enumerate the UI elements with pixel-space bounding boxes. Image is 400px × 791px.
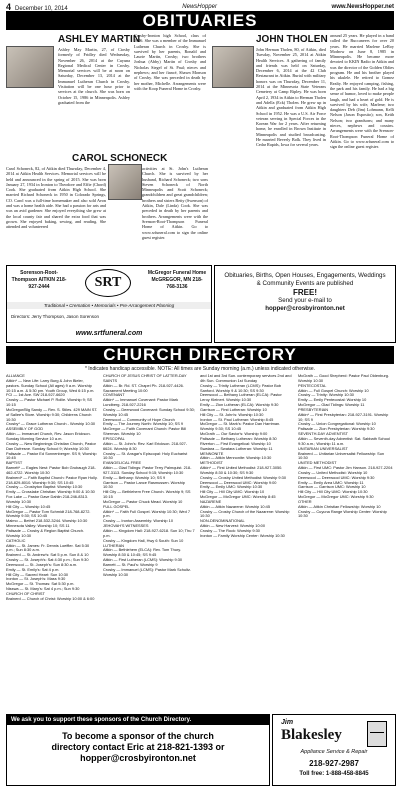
srt-left-home: Sorenson-Root-Thompson AITKIN 218-927-2444	[11, 270, 67, 290]
church-directory-note: * Indicates handicap accessible. NOTE: All times are Sunday morning (a.m.) unless indicated otherwise.	[84, 366, 316, 372]
directory-column-4: McGrath — Good Shepherd: Pastor Paul Oldenburg. Worship 10:30 PENTECOSTAL Aitkin — Full Gospel Church: Worship 10 Crosby — Trinity: Worship 10:30 Emily — Emily Pentecostal: Worship 10 McGregor — Glad Tidings: Worship 11 PRESBYTERIAN Aitkin* — First Presbyterian: 218-927-3191. Worship 10; SS 9 Crosby — Union Congregational: Worship 10 Palisade — Zion Presbyterian: Worship 9:30 SEVENTH-DAY ADVENTIST Aitkin — Seventh-day Adventist: Sat. Sabbath School 9:30 a.m.; Worship 11 a.m. UNITARIAN UNIVERSALIST Brainerd — Unitarian Universalist Fellowship: Sun 10:30 UNITED METHODIST Aitkin — First UMC: Pastor Jim Hanson. 218-927-2204 Crosby — United Methodist: Worship 10 Deerwood — Deerwood UMC: Worship 9:30 Emily — Emily Area UMC: Worship 11 Garrison — Garrison UMC: Worship 10 Hill City — Hill City UMC: Worship 10:30 McGregor — McGregor UMC: Worship 9:30 OTHER Aitkin — Aitkin Christian Fellowship: Worship 10 Crosby — Cuyuna Range Worship Center: Worship 10:30	[298, 374, 393, 519]
directory-column-1: ALLIANCE Aitkin* — New Life: Larry Burg & John Bieler, pastors. Sunday School (All ages) 9 a.m. Worship 10:15 a.m. & 5:30 pm. Youth Group, Wed 6:15 p.m. FCI — 1st Ave. SW 218-927-6620 Crosby — Pastor Michael P. Rollie. Worship 9; SS 10:15 McGregor/Big Sandy — Rev. S. Stiles. 429 MAIN ST. of Sallee's Store. Worship 9:30; Childrens Church 10:30 Crosby* — Grace Lutheran Church - Worship 10:30 ASSEMBLY OF GOD Aitkin — Immanuel Church, Rev. Jason Erickson. Sunday Morning Service 10 a.m. Crosby — New Beginnings Christian Church, Pastor Dan Dufresne. Sunday School 9; Worship 10:30 Palisade — Pastor Ed Sonnenberger. SS 9; Worship 10:45 BAPTIST Barnett* — Eagles Nest: Pastor Bob Grubaugh 218-462-4722. Worship 10:30 Brainerd* — Faith Baptist Church: Pastor Ryan Holly. 218-829-8010. Worship 9:30; SS 10:45 Crosby — Crosbyton Baptist: Worship 10:30 Emily — Crosslake Christian: Worship 9:00 & 10:30 Fox Lake — Pastor Dave Dahlin 218-246-8313. Worship 10:30 Hill City — Worship 10:45 McGregor — Pastor Tom Schmidt 218-768-8272. Worship 9:30; SS 10:45 Malmo — Bethel 218-532-3244. Worship 10:30 Minnesota Valley: Worship 10; SS 11 Palisade — Crosby & Region Baptist Church. Worship 10:30 CATHOLIC Aitkin — St. James: Fr. Dennis Loeffler. Sat 5:30 p.m.; Sun 8:30 a.m. Brainerd — St. Andrew's: Sat 5 p.m. Sun 8 & 10 Crosby — St. Joseph's: Sat 4:30 p.m.; Sun 9:30 Deerwood — St. Joseph's: Sun 8:30 a.m. Emily — St. Emily's: Sat 4 p.m. Hill City — Sacred Heart: Sun 10:30 Ironton — St. Joseph's: Mass 9:30 McGregor — St. Thomas: Sat 5:30 p.m. Nisswa — St. Mary's: Sat 4 p.m.; Sun 9:30 CHURCH OF CHRIST Brainerd — Church of Christ: Worship 10:00 & 6:00	[6, 374, 98, 601]
paper-name: NewsHopper	[182, 3, 217, 10]
obit-text-carol-2: activities at St. John's Lutheran Church. She is survived by her husband, Richard Schoneck; two sons Steven Schoneck of North Minneapolis and Scott Schoneck; grandchildren and great grandchildren; brothers and sisters Betty (Swenson) of Aitkin, Dale (Linda) Cook. She was preceded in death by her parents and brothers. Arrangements were with the Srenson-Root-Thompson Funeral Home of Aitkin. Go to www.srfuneral.com to sign the online guest register.	[142, 166, 208, 240]
obit-photo-ashley	[6, 46, 54, 88]
directory-column-2: CHURCH OF JESUS CHRIST OF LATTER-DAY SAINTS Aitkin — Br. Rd. ST. Chapel Ph. 218-927-4426. Sacrament Meeting 10:00 COVENANT Aitkin* — Immanuel Covenant: Pastor Mark Lundberg. 218-927-2216 Crosby — Deerwood Covenant: Sunday School 9:30; Worship 10:45 Deerwood — Community of Hope Church Emily — The Journey North: Worship 10; SS 9 McGregor — Faith Covenant Church: Pastor Bill Sherman. Worship 10 EPISCOPAL Aitkin — St. John's: Rev. Karl Erickson. 218-927-6624. Worship 8:30 Crosby — St. Ansgar's Episcopal: Holy Eucharist 10:30 EVANGELICAL FREE Aitkin — Glad Tidings: Pastor Terry Palmquist. 218-927-3113. Sunday School 9:15; Worship 10:30 Emily — Bethany: Worship 10; SS 9 Garrison — Pastor Lance Rasmussen. Worship 10:30 Hill City — Bethlehem Free Church. Worship 9; SS 10:15 McGregor — Pastor Chuck Mead. Worship 10 FULL GOSPEL Aitkin* — Faith Full Gospel. Worship 10:30; Wed 7 p.m. Crosby — Ironton Assembly: Worship 10 JEHOVAH'S WITNESSES Aitkin — Kingdom Hall: 218-927-6218. Sun 10; Thu 7 p.m. Crosby — Kingdom Hall, Hwy 6 South: Sun 10 LUTHERAN Aitkin — Bethlehem (ELCA): Rev. Tom Thury. Worship 8:30 & 10:45; SS 9:45 Aitkin — First Lutheran (LCMS): Worship 9:30 Barnett — St. Paul's: Worship 9 Crosby — Immanuel (LCMS): Pastor Mark Schultz. Worship 10:30	[103, 374, 195, 577]
obituaries-banner: OBITUARIES	[6, 12, 394, 30]
blakesley-first: Jim	[281, 719, 294, 726]
obit-photo-carol	[108, 164, 142, 200]
paper-url[interactable]: www.NewsHopper.net	[331, 3, 394, 10]
obit-text-carol-1: Carol Schoneck, 82, of Aitkin died Thursday, December 4, 2014 at Aitkin Health Services. Memorial services will be held and announced in the spring of 2015. She was born January 27, 1934 in Ironton to Theodore and Effie (Chord) Cook. She graduated from Aitkin High School. She married Richard Schoneck in 1950 in Colorado Springs, CO. Carol was a full-time homemaker and also sold Avon and was a home health aide. She had a passion for arts and was an avid gardener. She enjoyed everything she grew at the local county fair and shared the extra food that was grown. She enjoyed baking, sewing, and reading. She attended and volunteered	[6, 166, 106, 230]
issue-date: December 10, 2014	[15, 5, 68, 12]
sponsor-box	[6, 714, 270, 786]
srt-funeral-ad	[6, 265, 212, 343]
obit-text-john-2: around 25 years. He played in a band called the Buccaneers for over 20 years. He married Marlene LeRoy Modrow on June 8, 1985 in Minneapolis. He became more devoted to KKIN Radio in Aitkin and was the director of the Golden Oldies program. He and his brother played his ukulele. He retired to Gomez Realty. He enjoyed camping, fishing, the park and his family. He had a big sense of humor, loved to make people laugh, and had a heart of gold. He is survived by his wife, Marlene; two daughters Deb (Jim) Lohmann, Kelli Nelson (Jason Esposito); son, Keith Nelson; two grandsons; and many nieces, nephews and cousins. Arrangements were with the Srenson-Root-Thompson Funeral Home of Aitkin. Go to www.srfuneral.com to sign the online guest register.	[330, 33, 394, 150]
sponsor-email[interactable]: hopper@crosbyironton.net	[80, 753, 196, 763]
obit-name-john: JOHN THOLEN	[256, 34, 328, 45]
obit-name-carol: CAROL SCHONECK	[72, 153, 168, 164]
blakesley-tollfree: Toll free: 1-888-458-8845	[299, 771, 369, 777]
obit-text-ashley-1: Ashley May Martin, 27, of Ctosby formerly of Fridley died Wednesday, November 26, 2014 at the Cuyuna Regional Medical Center in Crosby. Memorial services will be at noon on Saturday, December 13, 2014 at the Immanuel Lutheran Church in Crosby. Visitation will be one hour prior to services at the church. She was born on October 15, 1986 in Minneapolis. Ashley graduated from the	[58, 47, 130, 105]
appliance-icon	[367, 721, 387, 747]
blakesley-tag: Appliance Service & Repair	[300, 749, 368, 755]
obit-name-ashley: ASHLEY MARTIN	[58, 34, 141, 45]
obit-submit-ad	[214, 265, 396, 343]
obit-text-ashley-2: Crosby-Ironton high School, class of 2006. She was a member of the Immanuel Lutheran Church in Crosby. She is survived by her parents, Ronald and Laurie Martin, Crosby; two brothers Joshua (Abby) Martin of Crosby and Nicholas Siegel of St. Paul; nieces and nephews; and her fiancé, Shawn Monson of Crosby. She was preceded in death by her mother, Michelle. Arrangements were with the Koop Funeral Home in Crosby.	[134, 33, 206, 91]
srt-url[interactable]: www.srtfuneral.com	[75, 330, 143, 337]
page-number: 4	[6, 1, 12, 12]
obit-text-john-1: John Herman Tholen, 80, of Aitkin, died Tuesday, November 25, 2014 at Aitkin Health Services. A gathering of family and friends was held on Saturday, December 6, 2014 at the 42 Club Restaurant in Aitkin. Burial with military honors was on Thursday, December 11, 2014 at the Minnesota State Veterans Cemetery at Camp Ripley. He was born April 2, 1934 in Aitkin to Herman Tholen and Adella (Eck) Tholen. He grew up in Aitkin and graduated from Aitkin High School in 1952. He was a U.S. Air Force veteran serving in Special Forces in the Korean War for 2 years. After returning home, he enrolled in Brown Institute in Minneapolis and studied broadcasting. He married Beverly Bolk. They lived in Cedar Rapids, Iowa for several years.	[256, 47, 326, 148]
sponsor-line-1: To become a sponsor of the church	[62, 731, 214, 741]
srt-right-home: McGregor Funeral Home McGREGOR, MN 218-768-3136	[147, 270, 207, 290]
submit-email[interactable]: hopper@crosbyironton.net	[265, 305, 345, 312]
submit-free: FREE!	[293, 288, 317, 297]
blakesley-name: Blakesley	[281, 727, 342, 743]
directory-column-3: and 1st and 3rd Sun. contemporary services 2nd and 4th Sun. Communion 1st Sunday Crosby — Trinity Lutheran (LCMS): Pastor Bob Sanford. Worship 9 & 10:30; SS 9:30 Deerwood — Bethany Lutheran (ELCA): Pastor Leroy Kleinert. Worship 10:30 Emily — Zion Lutheran (ELCA): Worship 9:30 Garrison — First Lutheran: Worship 10 Hill City — St. John's: Worship 10:30 Ironton — St. Paul Lutheran: Worship 8:45 McGregor — St. Mark's: Pastor Dan Harriman. Worship 9:30; SS 10:45 McGrath — Our Savior's: Worship 9:00 Palisade — Bethany Lutheran: Worship 8:30 Riverton — First Evangelical: Worship 10 Swatara — Swatara Lutheran: Worship 11 MENNONITE Aitkin — Aitkin Mennonite: Worship 10:30 METHODIST Aitkin* — First United Methodist: 218-927-3050. Worship 8:30 & 10:30; SS 9:30 Crosby — Crosby United Methodist: Worship 9:30 Deerwood — Deerwood UMC: Worship 9:00 Emily — Emily UMC: Worship 10:30 Hill City — Hill City UMC: Worship 10 McGregor — McGregor UMC: Worship 8:45 NAZARENE Aitkin — Aitkin Nazarene: Worship 10:45 Crosby — Crosby Church of the Nazarene: Worship 10:30 NON-DENOMINATIONAL Aitkin — New Harvest: Worship 10:00 Crosby — The Rock: Worship 9:30 Ironton — Family Worship Center: Worship 10:30	[200, 374, 292, 538]
submit-send: Send your e-mail to	[278, 297, 332, 304]
srt-monogram: SRT	[85, 269, 131, 297]
blakesley-ad	[272, 714, 396, 786]
submit-lines: Obituaries, Births, Open Houses, Engagements, Weddings & Community Events are published	[224, 272, 386, 287]
sponsor-line-2: directory contact Eric at 218-821-1393 or	[51, 742, 225, 752]
obit-photo-john	[212, 46, 254, 88]
sponsor-box-title: We ask you to support these sponsors of the Church Directory.	[7, 715, 269, 725]
srt-services: Traditional • Cremation • Memorials • Pre-Arrangement Planning	[7, 302, 211, 309]
church-directory-banner: CHURCH DIRECTORY	[6, 346, 394, 364]
blakesley-phone: 218-927-2987	[309, 759, 359, 768]
srt-directors: Directors: Jerry Thompson, Jason Sorenson	[11, 314, 99, 319]
